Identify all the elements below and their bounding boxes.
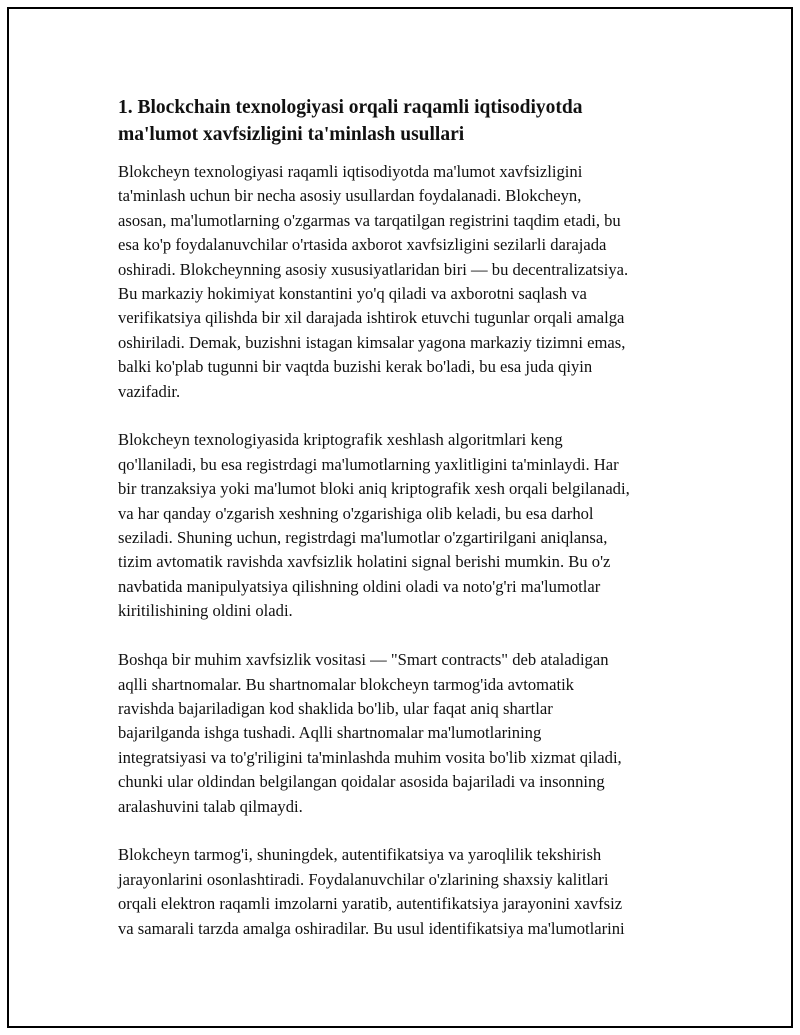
- text-line: qo'llaniladi, bu esa registrdagi ma'lumotlarning yaxlitligini ta'minlaydi. Har: [118, 454, 619, 474]
- text-line: esa ko'p foydalanuvchilar o'rtasida axborot xavfsizligini sezilarli darajada: [118, 235, 607, 255]
- text-line: aqlli shartnomalar. Bu shartnomalar blokcheyn tarmog'ida avtomatik: [118, 674, 574, 694]
- text-line: balki ko'plab tugunni bir vaqtda buzishi kerak bo'ladi, bu esa juda qiyin: [118, 357, 593, 377]
- document-body: [118, 94, 698, 965]
- text-line: ta'minlash uchun bir necha asosiy usullardan foydalanadi. Blokcheyn,: [118, 186, 582, 206]
- text-line: navbatida manipulyatsiya qilishning oldini oladi va noto'g'ri ma'lumotlar: [118, 576, 601, 596]
- text-line: kiritilishining oldini oladi.: [118, 601, 293, 621]
- text-line: va har qanday o'zgarish xeshning o'zgarishiga olib keladi, bu esa darhol: [118, 503, 594, 523]
- text-line: integratsiyasi va to'g'riligini ta'minlashda muhim vosita bo'lib xizmat qiladi,: [118, 747, 622, 767]
- text-line: vazifadir.: [118, 381, 181, 401]
- text-line: oshiradi. Blokcheynning asosiy xususiyatlaridan biri — bu decentralizatsiya.: [118, 259, 629, 279]
- text-line: Boshqa bir muhim xavfsizlik vositasi — "Smart contracts" deb ataladigan: [118, 650, 609, 670]
- text-line: bir tranzaksiya yoki ma'lumot bloki aniq kriptografik xesh orqali belgilanadi,: [118, 479, 630, 499]
- text-line: oshiriladi. Demak, buzishni istagan kimsalar yagona markaziy tizimni emas,: [118, 332, 626, 352]
- paragraph-smart-contracts: [118, 648, 698, 819]
- text-line: aralashuvini talab qilmaydi.: [118, 796, 303, 816]
- text-line: Blokcheyn tarmog'i, shuningdek, autentifikatsiya va yaroqlilik tekshirish: [118, 845, 602, 865]
- text-line: chunki ular oldindan belgilangan qoidalar asosida bajariladi va insonning: [118, 772, 605, 792]
- text-line: verifikatsiya qilishda bir xil darajada ishtirok etuvchi tugunlar orqali amalga: [118, 308, 625, 328]
- heading-line: 1. Blockchain texnologiyasi orqali raqamli iqtisodiyotda: [118, 97, 583, 118]
- text-line: va samarali tarzda amalga oshiradilar. Bu usul identifikatsiya ma'lumotlarini: [118, 918, 625, 938]
- text-line: Blokcheyn texnologiyasida kriptografik xeshlash algoritmlari keng: [118, 430, 563, 450]
- text-line: asosan, ma'lumotlarning o'zgarmas va tarqatilgan registrini taqdim etadi, bu: [118, 210, 621, 230]
- paragraph-decentralization: [118, 160, 698, 404]
- heading-line: ma'lumot xavfsizligini ta'minlash usullari: [118, 124, 465, 145]
- text-line: seziladi. Shuning uchun, registrdagi ma'lumotlar o'zgartirilgani aniqlansa,: [118, 528, 608, 548]
- text-line: bajarilganda ishga tushadi. Aqlli shartnomalar ma'lumotlarining: [118, 723, 542, 743]
- text-line: Bu markaziy hokimiyat konstantini yo'q qiladi va axborotni saqlash va: [118, 284, 587, 304]
- text-line: Blokcheyn texnologiyasi raqamli iqtisodiyotda ma'lumot xavfsizligini: [118, 162, 583, 181]
- text-line: orqali elektron raqamli imzolarni yaratib, autentifikatsiya jarayonini xavfsiz: [118, 894, 623, 914]
- paragraph-authentication: [118, 843, 698, 941]
- text-line: jarayonlarini osonlashtiradi. Foydalanuvchilar o'zlarining shaxsiy kalitlari: [118, 869, 609, 889]
- text-line: ravishda bajariladigan kod shaklida bo'lib, ular faqat aniq shartlar: [118, 698, 553, 718]
- text-line: tizim avtomatik ravishda xavfsizlik holatini signal berishi mumkin. Bu o'z: [118, 552, 611, 572]
- section-heading: [118, 94, 698, 148]
- paragraph-hashing: [118, 428, 698, 623]
